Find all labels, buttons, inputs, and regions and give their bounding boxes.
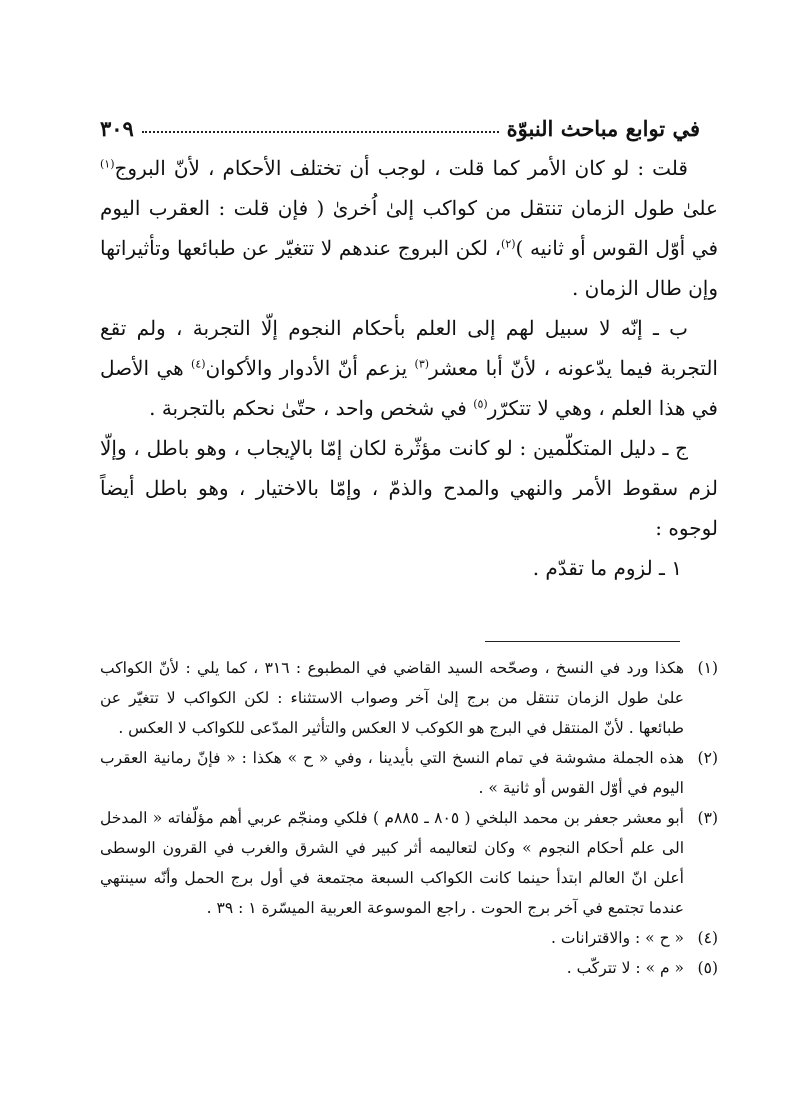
footnote-5	[100, 953, 718, 983]
footnote-number: (٥)	[697, 959, 718, 977]
footnote-text: أبو معشر جعفر بن محمد البلخي ( ٨٠٥ ـ ٨٨٥م ) فلكي ومنجّم عربي أهم مؤلّفاته « المدخل الى علم أحكام النجوم » وكان لتعاليمه أثر كبير في الشرق والغرب في القرون الوسطى أعلن انّ العالم ابتدأ حينما كانت الكواكب السبعة مجتمعة في أول برج الحمل وأنّه سينتهي عندما تجتمع في آخر برج الحوت . راجع الموسوعة العربية الميسّرة ١ : ٣٩ .	[100, 809, 685, 917]
running-header	[100, 108, 700, 148]
page-number: ٣٠٩	[100, 115, 134, 141]
paragraph-2-b: يزعم أنّ الأدوار والأكوان	[205, 356, 408, 380]
paragraph-2-a: ب ـ إنّه لا سبيل لهم إلى العلم بأحكام النجوم إلّا التجربة ، ولم تقع التجربة فيما يدّعونه ، لأنّ أبا معشر	[100, 316, 718, 380]
footnote-text: هكذا ورد في النسخ ، وصحّحه السيد القاضي في المطبوع : ٣١٦ ، كما يلي : لأنّ الكواكب علىٰ طول الزمان تنتقل من برج إلىٰ آخر وصواب الاستثناء : لكن الكواكب لا تتغيّر عن طبائعها . لأنّ المنتقل في البرج هو الكوكب لا العكس والتأثير المدّعى للكواكب لا العكس .	[100, 659, 684, 737]
paragraph-1-text: قلت : لو كان الأمر كما قلت ، لوجب أن تختلف الأحكام ، لأنّ البروج	[114, 156, 688, 180]
footnote-number: (١)	[697, 659, 718, 677]
dotted-leader	[142, 131, 499, 133]
footnote-3	[100, 803, 718, 923]
running-title: في توابع مباحث النبوّة	[506, 115, 700, 141]
footnote-ref-4: (٤)	[191, 357, 206, 371]
footnote-number: (٤)	[697, 929, 718, 947]
footnote-1	[100, 653, 718, 743]
paragraph-2-d: في شخص واحد ، حتّىٰ نحكم بالتجربة .	[149, 396, 467, 420]
footnote-2	[100, 743, 718, 803]
footnote-number: (٣)	[697, 809, 718, 827]
footnote-number: (٢)	[697, 749, 718, 767]
footnote-text: « م » : لا تتركّب .	[566, 959, 684, 977]
footnote-text: هذه الجملة مشوشة في تمام النسخ التي بأيدينا ، وفي « ح » هكذا : « فإنّ رمانية العقرب اليوم في أوّل القوس أو ثانية » .	[100, 749, 684, 797]
paragraph-3: ج ـ دليل المتكلّمين : لو كانت مؤثّرة لكان إمّا بالإيجاب ، وهو باطل ، وإلّا لزم سقوط الأمر والنهي والمدح والذمّ ، وإمّا بالاختيار ، وهو باطل أيضاً لوجوه :	[100, 436, 718, 540]
footnote-4	[100, 923, 718, 953]
footnote-ref-1: (١)	[100, 157, 115, 171]
paragraph-1-end: ، لكن البروج عندهم لا تتغيّر عن طبائعها وتأثيراتها وإن طال الزمان .	[100, 236, 718, 300]
paragraph-2	[100, 308, 718, 428]
footnote-separator	[485, 641, 680, 642]
paragraph-1	[100, 148, 718, 308]
footnote-text: « ح » : والاقترانات .	[551, 929, 684, 947]
footnote-ref-5: (٥)	[473, 397, 488, 411]
footnotes	[100, 653, 718, 983]
paragraph-2-c: هي الأصل في هذا العلم ، وهي لا تتكرّر	[100, 356, 718, 420]
footnote-ref-3: (٣)	[414, 357, 430, 371]
footnote-ref-2: (٢)	[501, 237, 516, 251]
paragraph-4: ١ ـ لزوم ما تقدّم .	[532, 556, 682, 580]
paragraph-1-cont: علىٰ طول الزمان تنتقل من كواكب إلىٰ اُخرىٰ ( فإن قلت : العقرب اليوم في أوّل القوس أو ثانيه )	[100, 196, 719, 260]
main-text	[100, 148, 718, 588]
